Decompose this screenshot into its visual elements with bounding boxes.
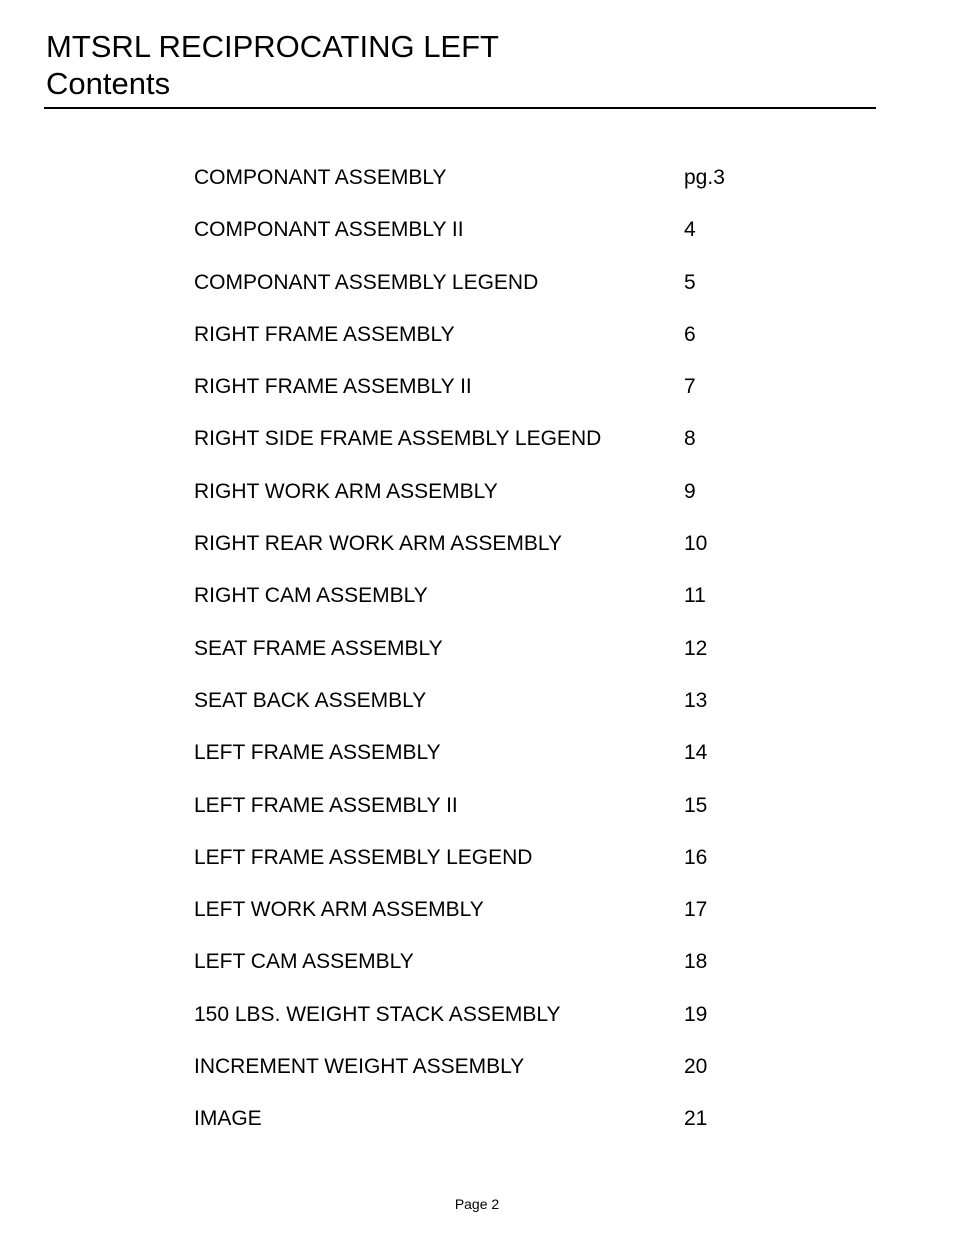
toc-entry [194, 268, 754, 320]
toc-entry-page: 4 [684, 218, 696, 242]
toc-entry-page: 17 [684, 898, 708, 922]
header-divider [44, 107, 876, 109]
toc-entry-label: LEFT FRAME ASSEMBLY LEGEND [194, 845, 533, 869]
toc-entry-page: 20 [684, 1055, 708, 1079]
toc-entry-page: 12 [684, 636, 708, 660]
toc-entry [194, 1052, 754, 1104]
toc-entry-page: 21 [684, 1107, 708, 1131]
toc-entry [194, 947, 754, 999]
toc-entry-label: COMPONANT ASSEMBLY [194, 166, 447, 189]
toc-entry-page: 11 [684, 584, 706, 608]
toc-entry [194, 738, 754, 790]
toc-entry-page: 16 [684, 845, 708, 869]
toc-entry-page: 6 [684, 322, 696, 346]
toc-entry-label: SEAT BACK ASSEMBLY [194, 688, 427, 712]
document-header [46, 28, 499, 102]
toc-entry [194, 477, 754, 529]
toc-entry-page: 14 [684, 741, 708, 765]
toc-entry-label: LEFT CAM ASSEMBLY [194, 950, 414, 974]
document-title: MTSRL RECIPROCATING LEFT [46, 29, 499, 64]
toc-entry-page: 18 [684, 950, 708, 974]
toc-entry [194, 424, 754, 476]
toc-entry-label: RIGHT CAM ASSEMBLY [194, 584, 428, 608]
page-number-footer: Page 2 [454, 1196, 500, 1212]
toc-entry-page: pg.3 [684, 166, 725, 189]
toc-entry-label: RIGHT FRAME ASSEMBLY II [194, 375, 472, 399]
toc-entry [194, 634, 754, 686]
toc-entry-label: RIGHT SIDE FRAME ASSEMBLY LEGEND [194, 427, 602, 451]
toc-entry [194, 372, 754, 424]
toc-entry-label: COMPONANT ASSEMBLY II [194, 218, 464, 242]
table-of-contents [194, 163, 754, 1157]
toc-entry-label: LEFT FRAME ASSEMBLY II [194, 793, 458, 817]
toc-entry [194, 843, 754, 895]
toc-entry-label: RIGHT REAR WORK ARM ASSEMBLY [194, 532, 562, 556]
toc-entry [194, 529, 754, 581]
toc-entry [194, 895, 754, 947]
toc-entry [194, 1104, 754, 1156]
toc-entry-label: IMAGE [194, 1107, 262, 1131]
toc-entry-page: 9 [684, 479, 696, 503]
toc-entry-label: 150 LBS. WEIGHT STACK ASSEMBLY [194, 1002, 561, 1026]
toc-entry [194, 581, 754, 633]
toc-entry-page: 8 [684, 427, 696, 451]
toc-entry-page: 15 [684, 793, 708, 817]
toc-entry-label: COMPONANT ASSEMBLY LEGEND [194, 270, 539, 294]
toc-entry [194, 163, 754, 215]
toc-entry-label: SEAT FRAME ASSEMBLY [194, 636, 443, 660]
toc-entry-label: LEFT WORK ARM ASSEMBLY [194, 898, 484, 922]
toc-entry-page: 7 [684, 375, 696, 399]
toc-entry [194, 1000, 754, 1052]
toc-entry-page: 13 [684, 688, 708, 712]
toc-entry-label: RIGHT WORK ARM ASSEMBLY [194, 479, 498, 503]
toc-entry-page: 19 [684, 1002, 708, 1026]
toc-entry [194, 320, 754, 372]
toc-entry-page: 10 [684, 532, 708, 556]
document-subtitle: Contents [46, 66, 171, 101]
toc-entry [194, 686, 754, 738]
toc-entry-label: RIGHT FRAME ASSEMBLY [194, 322, 455, 346]
toc-entry-page: 5 [684, 270, 696, 294]
toc-entry [194, 215, 754, 267]
toc-entry [194, 791, 754, 843]
toc-entry-label: LEFT FRAME ASSEMBLY [194, 741, 441, 765]
toc-entry-label: INCREMENT WEIGHT ASSEMBLY [194, 1055, 525, 1079]
